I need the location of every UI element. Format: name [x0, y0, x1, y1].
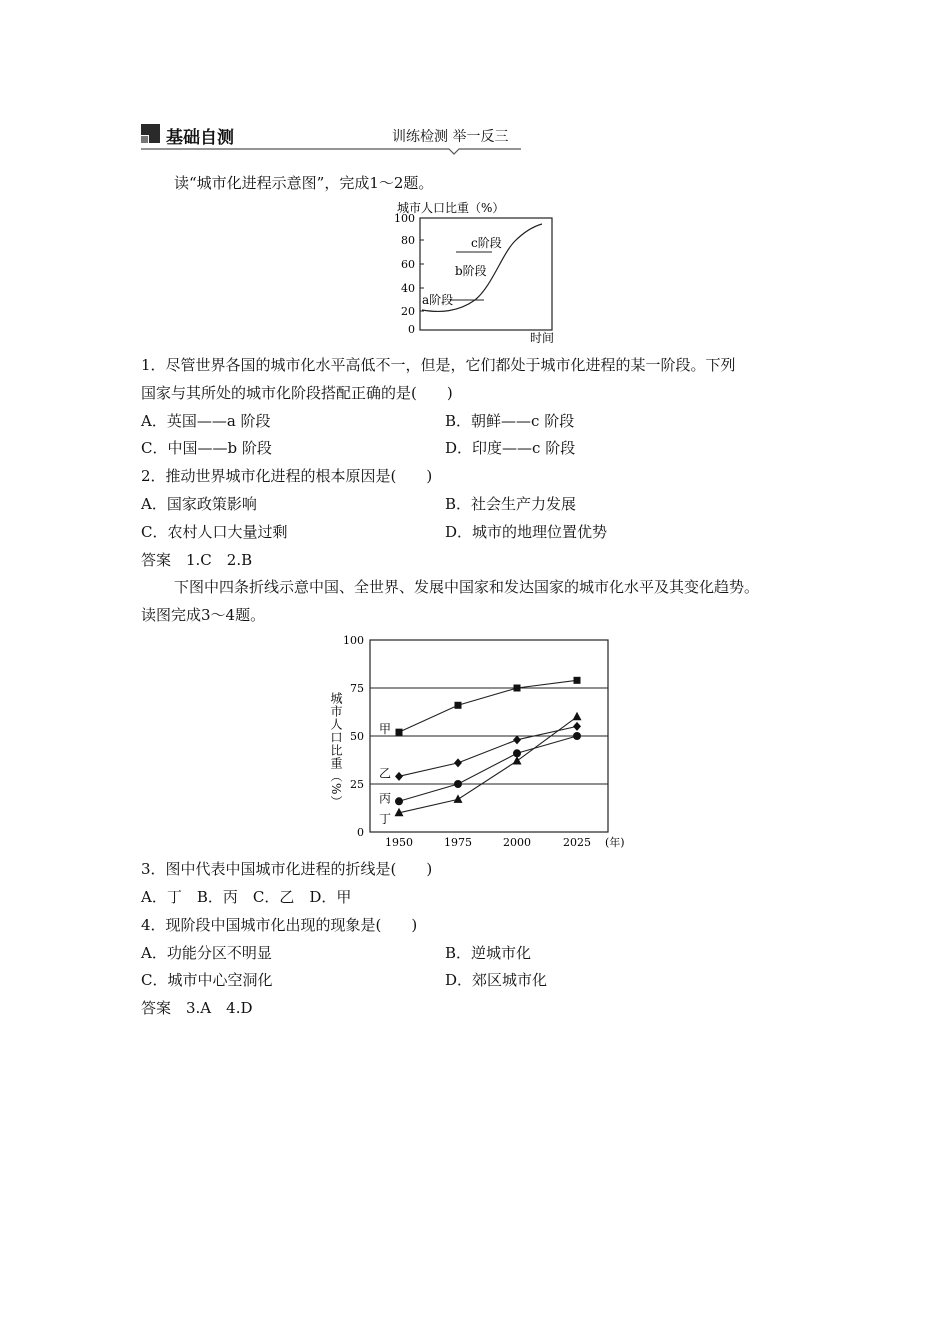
- q2-option-b: B．社会生产力发展: [445, 495, 577, 513]
- answer-1-2: 答案 1.C 2.B: [141, 551, 253, 569]
- q4-option-d: D．郊区城市化: [445, 971, 548, 989]
- q1-option-a: A．英国——a 阶段: [141, 412, 271, 430]
- fig1-stage-b: b阶段: [455, 264, 487, 278]
- fig1-ytick: 80: [401, 234, 415, 247]
- series-point-2: [573, 722, 581, 731]
- q2-stem: 2．推动世界城市化进程的根本原因是( ): [141, 467, 433, 485]
- q2-option-a: A．国家政策影响: [141, 495, 257, 513]
- fig1-ytick: 60: [401, 258, 415, 271]
- section-divider: [141, 146, 521, 156]
- q4-option-b: B．逆城市化: [445, 944, 532, 962]
- fig1-ytick-labels: [394, 212, 415, 336]
- series-point-3: [454, 780, 462, 788]
- q1-option-d: D．印度——c 阶段: [445, 439, 576, 457]
- series-point-1: [574, 677, 581, 684]
- series-point-2: [454, 758, 462, 767]
- series-point-1: [514, 685, 521, 692]
- q4-option-c: C．城市中心空洞化: [141, 971, 273, 989]
- q4-stem: 4．现阶段中国城市化出现的现象是( ): [141, 916, 418, 934]
- fig1-stage-a: a阶段: [422, 293, 454, 307]
- section-square-icon: [141, 124, 160, 143]
- chart-ytick-labels: [343, 634, 364, 839]
- q4-option-a: A．功能分区不明显: [141, 944, 272, 962]
- q1-option-c: C．中国——b 阶段: [141, 439, 272, 457]
- chart-gridlines: [370, 688, 608, 784]
- chart-ytick: 50: [350, 730, 364, 743]
- fig1-xlabel: 时间: [530, 331, 555, 345]
- series-point-2: [395, 772, 403, 781]
- section-subtitle: 训练检测 举一反三: [392, 129, 509, 145]
- q1-stem-line1: 1．尽管世界各国的城市化水平高低不一，但是，它们都处于城市化进程的某一阶段。下列: [141, 356, 736, 374]
- intro-2-line1: 下图中四条折线示意中国、全世界、发展中国家和发达国家的城市化水平及其变化趋势。: [174, 578, 760, 596]
- intro-1: 读“城市化进程示意图”，完成1～2题。: [174, 174, 434, 192]
- chart-xtick: 1950: [385, 836, 413, 849]
- fig1-ytick: 40: [401, 282, 415, 295]
- chart-xtick: 2025: [563, 836, 591, 849]
- chart-ylabel: 城市人口比重（%）: [329, 692, 343, 809]
- series-label-2: 乙: [379, 766, 392, 781]
- chart-ytick: 100: [343, 634, 364, 647]
- chart-series: [379, 677, 582, 826]
- urbanization-line-chart: [322, 632, 632, 854]
- q3-options: A．丁 B．丙 C．乙 D．甲: [141, 888, 352, 906]
- fig1-ytick: 100: [394, 212, 415, 225]
- fig1-ytick: 0: [408, 323, 415, 336]
- series-point-3: [573, 732, 581, 740]
- q3-stem: 3．图中代表中国城市化进程的折线是( ): [141, 860, 433, 878]
- intro-2-line2: 读图完成3～4题。: [141, 606, 266, 624]
- chart-xtick-labels: [385, 836, 591, 849]
- fig1-ytick: 20: [401, 305, 415, 318]
- section-title: 基础自测: [166, 128, 234, 148]
- urbanization-stage-figure: [380, 196, 570, 346]
- chart-ytick: 75: [350, 682, 364, 695]
- chart-x-unit: (年): [605, 836, 625, 849]
- series-label-3: 丙: [379, 791, 392, 806]
- series-point-1: [455, 702, 462, 709]
- chart-ytick: 0: [357, 826, 364, 839]
- series-point-4: [573, 712, 582, 721]
- q2-option-d: D．城市的地理位置优势: [445, 523, 608, 541]
- chart-ytick: 25: [350, 778, 364, 791]
- fig1-ylabel: 城市人口比重（%）: [397, 201, 505, 215]
- series-point-1: [396, 729, 403, 736]
- q1-option-b: B．朝鲜——c 阶段: [445, 412, 575, 430]
- answer-3-4: 答案 3.A 4.D: [141, 999, 253, 1017]
- series-line-3: [399, 736, 577, 801]
- series-point-2: [513, 735, 521, 744]
- series-point-3: [395, 797, 403, 805]
- series-line-4: [399, 717, 577, 813]
- chart-xtick: 1975: [444, 836, 472, 849]
- q1-stem-line2: 国家与其所处的城市化阶段搭配正确的是( ): [141, 384, 453, 402]
- series-label-4: 丁: [379, 811, 392, 826]
- fig1-stage-c: c阶段: [471, 236, 502, 250]
- series-label-1: 甲: [379, 722, 392, 737]
- q2-option-c: C．农村人口大量过剩: [141, 523, 288, 541]
- chart-xtick: 2000: [503, 836, 531, 849]
- series-point-4: [513, 756, 522, 765]
- series-point-4: [454, 794, 463, 803]
